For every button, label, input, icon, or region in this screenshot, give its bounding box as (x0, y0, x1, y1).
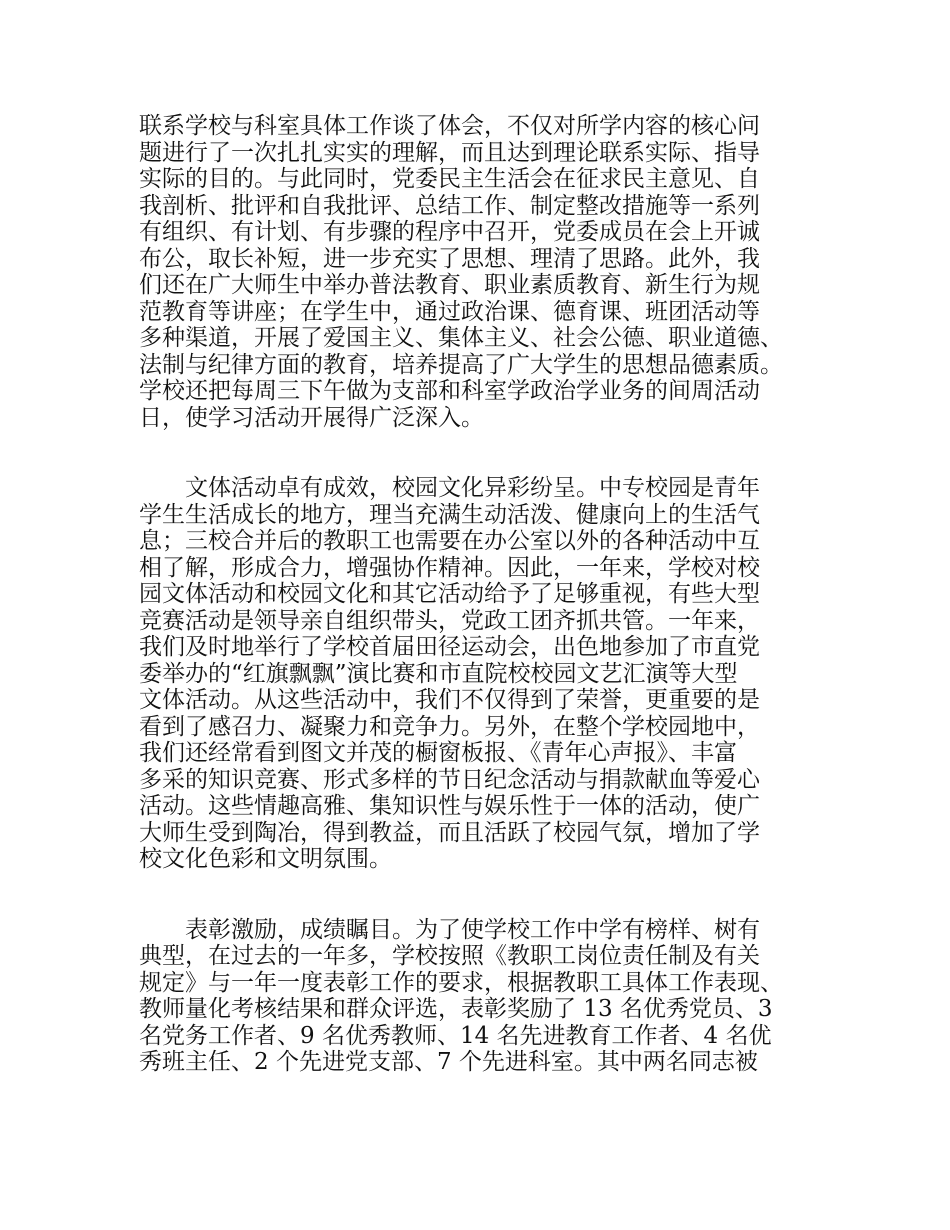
text-line: 实际的目的。与此同时，党委民主生活会在征求民主意见、自 (139, 166, 760, 192)
text-line: 我们还经常看到图文并茂的橱窗板报、《青年心声报》、丰富 (139, 740, 737, 766)
text-line: 规定》与一年一度表彰工作的要求，根据教职工具体工作表现、 (139, 969, 783, 996)
text-line: 学生生活成长的地方，理当充满生动活泼、健康向上的生活气 (139, 501, 760, 528)
text-line: 竞赛活动是领导亲自组织带头，党政工团齐抓共管。一年来， (139, 607, 760, 634)
paragraph-3 (139, 917, 819, 1076)
text-line: 典型，在过去的一年多，学校按照《教职工岗位责任制及有关 (139, 943, 760, 969)
text-line: 表彰激励，成绩瞩目。为了使学校工作中学有榜样、树有 (139, 916, 760, 943)
text-line: 息；三校合并后的教职工也需要在办公室以外的各种活动中互 (139, 528, 760, 554)
text-line: 法制与纪律方面的教育，培养提高了广大学生的思想品德素质。 (139, 351, 783, 378)
text-line: 多采的知识竞赛、形式多样的节日纪念活动与捐款献血等爱心 (139, 766, 760, 793)
text-line: 们还在广大师生中举办普法教育、职业素质教育、新生行为规 (139, 272, 760, 298)
text-line: 我剖析、批评和自我批评、总结工作、制定整改措施等一系列 (139, 192, 760, 219)
text-line: 校文化色彩和文明氛围。 (139, 846, 392, 872)
text-line: 名党务工作者、9 名优秀教师、14 名先进教育工作者、4 名优 (139, 1022, 772, 1049)
text-line: 活动。这些情趣高雅、集知识性与娱乐性于一体的活动，使广 (139, 793, 760, 819)
paragraph-spacer (139, 873, 819, 917)
text-line: 看到了感召力、凝聚力和竞争力。另外，在整个学校园地中， (139, 713, 760, 740)
paragraph-1 (139, 113, 819, 431)
text-line: 文体活动。从这些活动中，我们不仅得到了荣誉，更重要的是 (139, 687, 760, 713)
text-line: 大师生受到陶冶，得到教益，而且活跃了校园气氛，增加了学 (139, 819, 760, 846)
text-line: 学校还把每周三下午做为支部和科室学政治学业务的间周活动 (139, 378, 760, 404)
text-line: 日，使学习活动开展得广泛深入。 (139, 404, 484, 431)
text-line: 教师量化考核结果和群众评选，表彰奖励了 13 名优秀党员、3 (139, 996, 773, 1022)
text-line: 题进行了一次扎扎实实的理解，而且达到理论联系实际、指导 (139, 139, 760, 166)
text-line: 文体活动卓有成效，校园文化异彩纷呈。中专校园是青年 (139, 475, 760, 501)
document-body (139, 113, 819, 1076)
text-line: 委举办的“红旗飘飘”演比赛和市直院校校园文艺汇演等大型 (139, 660, 738, 687)
text-line: 相了解，形成合力，增强协作精神。因此，一年来，学校对校 (139, 554, 760, 581)
text-line: 园文体活动和校园文化和其它活动给予了足够重视，有些大型 (139, 581, 760, 607)
text-line: 联系学校与科室具体工作谈了体会，不仅对所学内容的核心问 (139, 113, 760, 139)
paragraph-spacer (139, 431, 819, 475)
text-line: 我们及时地举行了学校首届田径运动会，出色地参加了市直党 (139, 634, 760, 660)
text-line: 范教育等讲座；在学生中，通过政治课、德育课、班团活动等 (139, 298, 760, 325)
text-line: 有组织、有计划、有步骤的程序中召开，党委成员在会上开诚 (139, 219, 760, 245)
text-line: 布公，取长补短，进一步充实了思想、理清了思路。此外，我 (139, 245, 760, 272)
paragraph-2 (139, 475, 819, 873)
text-line: 秀班主任、2 个先进党支部、7 个先进科室。其中两名同志被 (139, 1049, 758, 1075)
text-line: 多种渠道，开展了爱国主义、集体主义、社会公德、职业道德、 (139, 325, 783, 351)
